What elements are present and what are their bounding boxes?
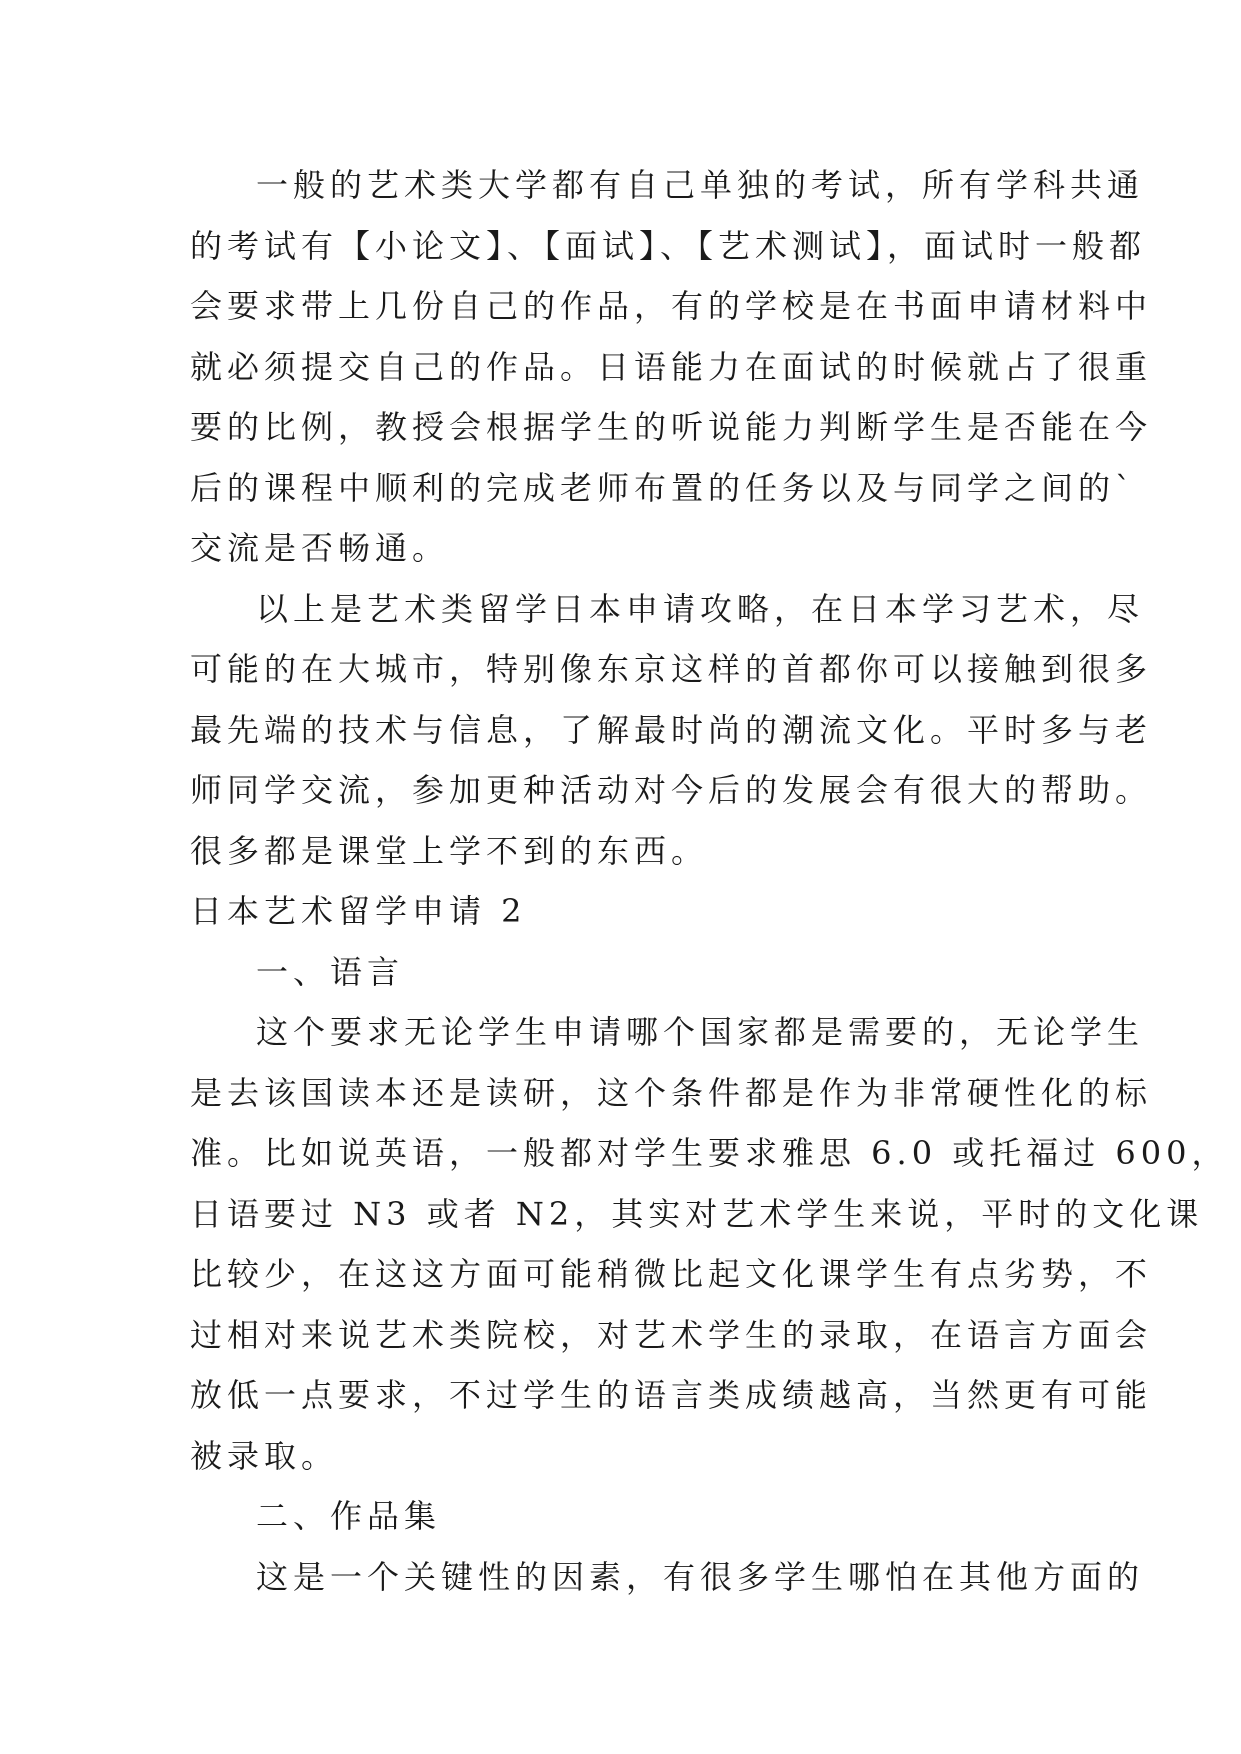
- paragraph-line: 放低一点要求，不过学生的语言类成绩越高，当然更有可能: [190, 1376, 1153, 1414]
- paragraph-line: 过相对来说艺术类院校，对艺术学生的录取，在语言方面会: [190, 1315, 1153, 1354]
- paragraph-line: 一般的艺术类大学都有自己单独的考试，所有学科共通: [256, 166, 1145, 204]
- paragraph-line: 是去该国读本还是读研，这个条件都是作为非常硬性化的标: [190, 1073, 1153, 1112]
- paragraph-line: 的考试有【小论文】、【面试】、【艺术测试】，面试时一般都: [190, 226, 1147, 265]
- paragraph-line: 后的课程中顺利的完成老师布置的任务以及与同学之间的`: [190, 468, 1137, 507]
- paragraph-line: 比较少，在这这方面可能稍微比起文化课学生有点劣势，不: [190, 1255, 1153, 1293]
- section-heading: 一、语言: [256, 952, 405, 991]
- paragraph-line: 日语要过 N3 或者 N2，其实对艺术学生来说，平时的文化课: [190, 1194, 1204, 1233]
- paragraph-line: 最先端的技术与信息，了解最时尚的潮流文化。平时多与老: [190, 710, 1153, 749]
- paragraph-line: 要的比例，教授会根据学生的听说能力判断学生是否能在今: [190, 408, 1153, 446]
- paragraph-line: 会要求带上几份自己的作品，有的学校是在书面申请材料中: [190, 287, 1153, 325]
- section-heading: 二、作品集: [256, 1497, 442, 1535]
- section-title: 日本艺术留学申请 2: [190, 892, 527, 930]
- paragraph-line: 被录取。: [190, 1436, 339, 1475]
- document-body: [190, 155, 1229, 1607]
- paragraph-line: 以上是艺术类留学日本申请攻略，在日本学习艺术，尽: [256, 589, 1145, 628]
- paragraph-line: 这是一个关键性的因素，有很多学生哪怕在其他方面的: [256, 1557, 1145, 1596]
- paragraph-line: 这个要求无论学生申请哪个国家都是需要的，无论学生: [256, 1013, 1145, 1051]
- paragraph-line: 可能的在大城市，特别像东京这样的首都你可以接触到很多: [190, 650, 1153, 688]
- paragraph-line: 交流是否畅通。: [190, 529, 450, 567]
- paragraph-line: 师同学交流，参加更种活动对今后的发展会有很大的帮助。: [190, 771, 1153, 809]
- paragraph-line: 准。比如说英语，一般都对学生要求雅思 6.0 或托福过 600，: [190, 1134, 1229, 1172]
- paragraph-line: 很多都是课堂上学不到的东西。: [190, 831, 709, 870]
- paragraph-line: 就必须提交自己的作品。日语能力在面试的时候就占了很重: [190, 347, 1153, 386]
